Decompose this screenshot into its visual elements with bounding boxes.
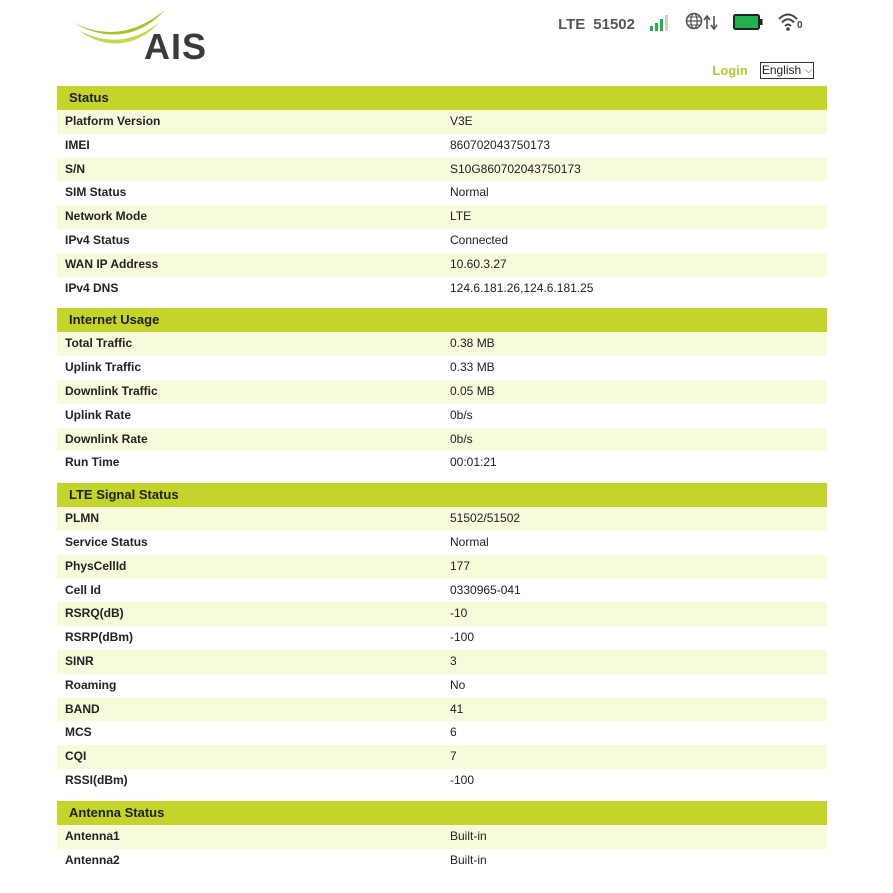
info-row xyxy=(57,507,827,531)
row-value: 177 xyxy=(450,558,471,573)
signal-bars-icon xyxy=(649,13,671,36)
row-value: 0.05 MB xyxy=(450,383,495,398)
row-label: IMEI xyxy=(65,137,90,152)
row-value: S10G860702043750173 xyxy=(450,161,581,176)
row-label: Roaming xyxy=(65,677,117,692)
row-label: Total Traffic xyxy=(65,336,133,351)
info-row xyxy=(57,745,827,769)
section-title: Status xyxy=(57,86,827,110)
row-value: -100 xyxy=(450,630,475,645)
row-label: Run Time xyxy=(65,455,120,470)
section-internet-usage xyxy=(57,308,827,475)
globe-data-icon xyxy=(685,12,719,37)
row-value: 0.33 MB xyxy=(450,360,495,375)
login-link[interactable]: Login xyxy=(712,63,748,78)
row-label: Cell Id xyxy=(65,582,102,597)
info-row xyxy=(57,110,827,134)
row-value: V3E xyxy=(450,114,473,128)
row-value: 0.38 MB xyxy=(450,336,495,351)
row-label: Service Status xyxy=(65,534,148,549)
row-value: Normal xyxy=(450,534,489,549)
row-value: 124.6.181.26,124.6.181.25 xyxy=(450,280,594,295)
info-row xyxy=(57,356,827,380)
row-value: Normal xyxy=(450,185,489,200)
row-value: 41 xyxy=(450,701,464,716)
info-row xyxy=(57,253,827,277)
row-label: RSRQ(dB) xyxy=(65,606,124,621)
info-row xyxy=(57,134,827,158)
info-row xyxy=(57,229,827,253)
section-rows xyxy=(57,507,827,793)
row-label: Uplink Traffic xyxy=(65,360,142,375)
row-value: 3 xyxy=(450,653,457,668)
info-row xyxy=(57,849,827,873)
section-title: Antenna Status xyxy=(57,801,827,825)
section-rows xyxy=(57,825,827,873)
info-row xyxy=(57,769,827,793)
row-label: Platform Version xyxy=(65,114,161,128)
info-row xyxy=(57,626,827,650)
row-value: 6 xyxy=(450,725,457,740)
row-value: -100 xyxy=(450,772,475,787)
section-lte-signal-status xyxy=(57,483,827,793)
row-label: RSRP(dBm) xyxy=(65,630,133,645)
row-label: Uplink Rate xyxy=(65,407,132,422)
login-row xyxy=(712,62,814,79)
row-value: 7 xyxy=(450,749,457,764)
info-row xyxy=(57,451,827,475)
row-value: Built-in xyxy=(450,852,487,867)
row-label: IPv4 Status xyxy=(65,232,130,247)
row-label: CQI xyxy=(65,749,87,764)
status-content xyxy=(57,86,827,880)
info-row xyxy=(57,579,827,603)
section-antenna-status xyxy=(57,801,827,873)
row-label: SINR xyxy=(65,653,94,668)
row-value: 860702043750173 xyxy=(450,137,551,152)
plmn-code: 51502 xyxy=(593,15,635,33)
row-value: -10 xyxy=(450,606,468,621)
row-value: 10.60.3.27 xyxy=(450,256,507,271)
row-label: Network Mode xyxy=(65,209,148,224)
section-status xyxy=(57,86,827,300)
row-value: 00:01:21 xyxy=(450,455,497,470)
row-label: WAN IP Address xyxy=(65,256,159,271)
row-label: PLMN xyxy=(65,511,99,526)
row-value: No xyxy=(450,677,466,692)
row-value: Built-in xyxy=(450,828,487,843)
logo-text: AIS xyxy=(144,26,208,67)
row-value: LTE xyxy=(450,209,472,224)
info-row xyxy=(57,602,827,626)
language-select[interactable] xyxy=(760,62,814,79)
wifi-client-count: 0 xyxy=(797,19,803,31)
info-row xyxy=(57,205,827,229)
row-label: SIM Status xyxy=(65,185,127,200)
info-row xyxy=(57,825,827,849)
status-bar xyxy=(558,12,805,36)
row-label: RSSI(dBm) xyxy=(65,772,128,787)
row-label: BAND xyxy=(65,701,100,716)
section-title: Internet Usage xyxy=(57,308,827,332)
wifi-icon xyxy=(777,11,805,38)
row-label: MCS xyxy=(65,725,92,740)
section-title: LTE Signal Status xyxy=(57,483,827,507)
battery-icon xyxy=(733,13,763,36)
chevron-down-icon: ⌵ xyxy=(805,65,812,75)
network-type: LTE xyxy=(558,15,586,33)
section-rows xyxy=(57,110,827,300)
row-label: IPv4 DNS xyxy=(65,280,119,295)
info-row xyxy=(57,332,827,356)
info-row xyxy=(57,380,827,404)
row-label: PhysCellId xyxy=(65,558,127,573)
ais-logo xyxy=(70,8,220,67)
info-row xyxy=(57,277,827,301)
row-label: S/N xyxy=(65,161,86,176)
info-row xyxy=(57,428,827,452)
info-row xyxy=(57,531,827,555)
info-row xyxy=(57,674,827,698)
row-value: 0b/s xyxy=(450,431,473,446)
info-row xyxy=(57,181,827,205)
info-row xyxy=(57,721,827,745)
row-label: Downlink Rate xyxy=(65,431,148,446)
row-value: Connected xyxy=(450,232,509,247)
info-row xyxy=(57,404,827,428)
row-label: Antenna1 xyxy=(65,828,120,843)
info-row xyxy=(57,158,827,182)
info-row xyxy=(57,698,827,722)
info-row xyxy=(57,650,827,674)
row-value: 51502/51502 xyxy=(450,511,521,526)
row-label: Downlink Traffic xyxy=(65,383,158,398)
language-selected: English xyxy=(761,63,802,77)
row-value: 0b/s xyxy=(450,407,473,422)
page-header xyxy=(0,0,893,86)
info-row xyxy=(57,555,827,579)
section-rows xyxy=(57,332,827,475)
row-value: 0330965-041 xyxy=(450,582,521,597)
row-label: Antenna2 xyxy=(65,852,120,867)
